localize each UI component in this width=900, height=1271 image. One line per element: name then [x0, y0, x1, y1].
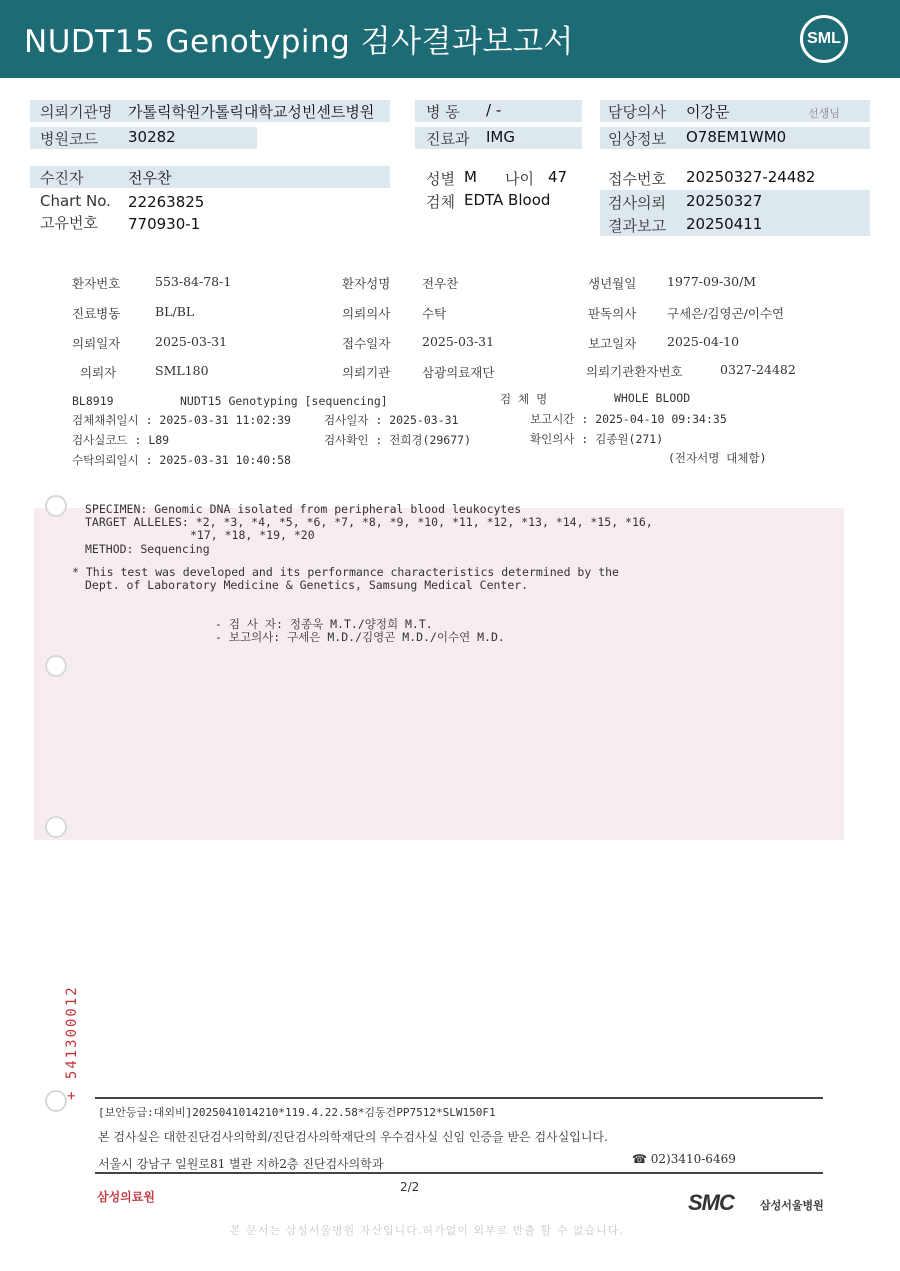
punch-hole	[45, 495, 67, 517]
scan-r4-v2: 삼광의료재단	[422, 365, 495, 380]
ward-value: / -	[486, 101, 502, 119]
id-value: 770930-1	[128, 215, 201, 233]
scan-r3-v1: 2025-03-31	[155, 334, 228, 349]
chart-value: 22263825	[128, 193, 205, 211]
scan-r2-v1: BL/BL	[155, 304, 195, 319]
age-value: 47	[548, 168, 568, 186]
scan-r3-l1: 의뢰일자	[72, 336, 121, 351]
scan-r1-l2: 환자성명	[342, 276, 391, 291]
specimen-label: 검체	[426, 193, 455, 211]
scan-r4-v1: SML180	[155, 363, 209, 378]
scan-r2-v3: 구세은/김영곤/이수연	[667, 306, 785, 321]
request-value: 20250327	[686, 192, 763, 210]
scan-specimen-label: 검 체 명	[500, 392, 548, 406]
hosp-code-value: 30282	[128, 128, 176, 146]
report-title: NUDT15 Genotyping 검사결과보고서	[24, 24, 574, 60]
scan-r1-l3: 생년월일	[588, 276, 637, 291]
patient-value: 전우찬	[128, 169, 172, 187]
org-label: 의뢰기관명	[40, 103, 113, 121]
test-date: 검사일자 : 2025-03-31	[324, 413, 459, 427]
smc-logo: SMC	[688, 1190, 734, 1215]
result-method: METHOD: Sequencing	[85, 542, 210, 556]
logo-text: SML	[807, 30, 841, 47]
punch-hole	[45, 655, 67, 677]
scan-r3-l3: 보고일자	[588, 336, 637, 351]
specimen-value: EDTA Blood	[464, 191, 551, 209]
result-target-alleles-cont: *17, *18, *19, *20	[190, 528, 315, 542]
report-header	[0, 0, 900, 78]
report-label: 결과보고	[608, 217, 666, 235]
cert-statement: 본 검사실은 대한진단검사의학회/진단검사의학재단의 우수검사실 신임 인증을 받은 검사실입니다.	[98, 1130, 608, 1144]
result-tester: - 검 사 자: 정종욱 M.T./양정희 M.T.	[215, 617, 433, 631]
security-line: [보안등급:대외비]2025041014210*119.4.22.58*김동건PP7512*SLW150F1	[98, 1106, 496, 1119]
esign-note: (전자서명 대체함)	[668, 451, 767, 465]
footer-top-line	[95, 1097, 823, 1099]
scan-r1-l1: 환자번호	[72, 276, 121, 291]
report-time: 보고시간 : 2025-04-10 09:34:35	[530, 412, 727, 426]
scan-r2-l3: 판독의사	[588, 306, 637, 321]
confirm-doctor: 확인의사 : 김종원(271)	[530, 432, 664, 446]
scan-r3-v2: 2025-03-31	[422, 334, 495, 349]
consign-datetime: 수탁의뢰일시 : 2025-03-31 10:40:58	[72, 453, 291, 467]
punch-hole	[45, 816, 67, 838]
patient-label: 수진자	[40, 169, 84, 187]
receipt-value: 20250327-24482	[686, 168, 816, 186]
test-confirm: 검사확인 : 전희경(29677)	[324, 433, 471, 447]
doctor-value: 이강문	[686, 103, 730, 121]
lab-code: 검사실코드 : L89	[72, 433, 170, 447]
lab-address: 서울시 강남구 일원로81 별관 지하2층 진단검사의학과	[98, 1157, 384, 1171]
dept-value: IMG	[486, 128, 515, 146]
scan-r4-l1: 의뢰자	[80, 365, 117, 380]
result-target-alleles: TARGET ALLELES: *2, *3, *4, *5, *6, *7, *8, *9, *10, *11, *12, *13, *14, *15, *16,	[85, 515, 653, 529]
footer-bottom-line	[95, 1172, 823, 1174]
test-code: BL8919	[72, 394, 114, 408]
result-disclaimer-cont: Dept. of Laboratory Medicine & Genetics, Samsung Medical Center.	[85, 578, 529, 592]
scan-r2-l2: 의뢰의사	[342, 306, 391, 321]
scan-r4-l2: 의뢰기관	[342, 365, 391, 380]
scan-specimen-value: WHOLE BLOOD	[614, 391, 691, 405]
scan-r4-l3: 의뢰기관환자번호	[586, 364, 683, 379]
clinical-value: O78EM1WM0	[686, 128, 787, 146]
receipt-label: 접수번호	[608, 170, 666, 188]
smc-hospital-name: 삼성서울병원	[760, 1199, 824, 1212]
scan-r2-v2: 수탁	[422, 306, 447, 321]
scan-r2-l1: 진료병동	[72, 306, 121, 321]
scan-r1-v1: 553-84-78-1	[155, 274, 232, 289]
chart-label: Chart No.	[40, 192, 111, 210]
result-specimen: SPECIMEN: Genomic DNA isolated from peripheral blood leukocytes	[85, 502, 522, 516]
age-label: 나이	[505, 170, 534, 188]
page-number: 2/2	[400, 1180, 420, 1194]
result-disclaimer: * This test was developed and its performance characteristics determined by the	[72, 565, 619, 579]
scan-r1-v2: 전우찬	[422, 276, 459, 291]
hosp-code-label: 병원코드	[40, 130, 98, 148]
ward-label: 병 동	[426, 103, 460, 121]
patient-row	[30, 166, 390, 188]
clinical-label: 임상정보	[608, 130, 666, 148]
scan-r4-v3: 0327-24482	[720, 362, 796, 377]
hospital-small-name: 삼성의료원	[97, 1190, 155, 1204]
request-label: 검사의뢰	[608, 194, 666, 212]
collect-datetime: 검체채취일시 : 2025-03-31 11:02:39	[72, 413, 291, 427]
doctor-suffix: 선생님	[808, 107, 840, 120]
result-area	[34, 508, 844, 840]
test-name: NUDT15 Genotyping [sequencing]	[180, 394, 388, 408]
sex-label: 성별	[426, 170, 455, 188]
sml-logo	[800, 15, 848, 63]
result-report-doctor: - 보고의사: 구세은 M.D./김영곤 M.D./이수연 M.D.	[215, 630, 505, 644]
doctor-label: 담당의사	[608, 103, 666, 121]
report-value: 20250411	[686, 215, 763, 233]
lab-phone: ☎ 02)3410-6469	[632, 1152, 736, 1166]
dept-label: 진료과	[426, 130, 470, 148]
scan-r3-l2: 접수일자	[342, 336, 391, 351]
side-serial-number: + 541300012	[64, 985, 80, 1100]
sex-value: M	[464, 168, 477, 186]
id-label: 고유번호	[40, 214, 98, 232]
ownership-notice: 본 문서는 삼성서울병원 자산입니다.허가없이 외부로 반출 할 수 없습니다.	[230, 1224, 624, 1237]
scan-r3-v3: 2025-04-10	[667, 334, 740, 349]
scan-r1-v3: 1977-09-30/M	[667, 274, 757, 289]
org-value: 가톨릭학원가톨릭대학교성빈센트병원	[128, 103, 375, 121]
